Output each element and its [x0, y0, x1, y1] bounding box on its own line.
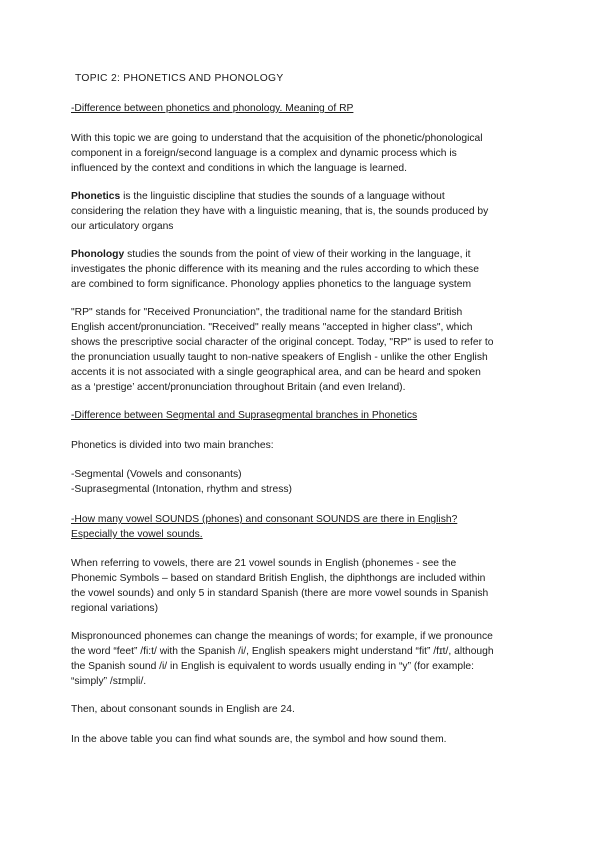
- text-line: our articulatory organs: [71, 221, 174, 232]
- text-line: “simply” /sɪmpli/.: [71, 676, 147, 687]
- branches-list: [71, 467, 531, 497]
- text-line: investigates the phonic difference with its meaning and the rules according to which these: [71, 264, 479, 275]
- text-line: "RP" stands for "Received Pronunciation", the traditional name for the standard British: [71, 307, 463, 318]
- phonetics-term: Phonetics: [71, 191, 121, 202]
- intro-paragraph: [71, 131, 531, 176]
- text-line: component in a foreign/second language is a complex and dynamic process which is: [71, 148, 457, 159]
- mispronounced-paragraph: [71, 629, 531, 689]
- text-line: regional variations): [71, 603, 158, 614]
- text-line: are combined to form significance. Phonology applies phonetics to the language system: [71, 279, 472, 290]
- text-line: With this topic we are going to understand that the acquisition of the phonetic/phonological: [71, 133, 483, 144]
- text-line: accents it is not associated with a single geographical area, and can be heard and spoken: [71, 367, 481, 378]
- text-line: shows the prescriptive social character of the original concept. Today, "RP" is used to refer to: [71, 337, 494, 348]
- text-line: Especially the vowel sounds.: [71, 529, 203, 540]
- page-title: TOPIC 2: PHONETICS AND PHONOLOGY: [75, 73, 284, 84]
- text-span: studies the sounds from the point of view of their working in the language, it: [124, 249, 471, 260]
- section-heading-phonetics-phonology: -Difference between phonetics and phonology. Meaning of RP: [71, 103, 354, 114]
- branches-intro: Phonetics is divided into two main branches:: [71, 440, 274, 451]
- rp-paragraph: [71, 305, 531, 395]
- phonology-paragraph: [71, 247, 531, 292]
- vowels-paragraph: [71, 556, 531, 616]
- text-line: the vowel sounds) and only 5 in standard Spanish (there are more vowel sounds in Spanish: [71, 588, 489, 599]
- text-line: [71, 247, 531, 262]
- text-line: as a ‘prestige’ accent/pronunciation throughout Britain (and even Ireland).: [71, 382, 406, 393]
- text-span: is the linguistic discipline that studies the sounds of a language without: [120, 191, 445, 202]
- text-line: the Spanish sound /i/ in English is equivalent to words usually ending in “y” (for example:: [71, 661, 474, 672]
- text-line: -How many vowel SOUNDS (phones) and consonant SOUNDS are there in English?: [71, 514, 458, 525]
- table-note-paragraph: In the above table you can find what sounds are, the symbol and how sound them.: [71, 734, 447, 745]
- consonants-paragraph: Then, about consonant sounds in English are 24.: [71, 704, 295, 715]
- text-line: influenced by the context and conditions in which the language is learned.: [71, 163, 408, 174]
- text-line: When referring to vowels, there are 21 vowel sounds in English (phonemes - see the: [71, 558, 457, 569]
- text-line: English accent/pronunciation. "Received" really means "accepted in higher class", which: [71, 322, 473, 333]
- text-line: the pronunciation usually taught to non-native speakers of English - unlike the other English: [71, 352, 488, 363]
- phonetics-paragraph: [71, 189, 531, 234]
- list-item: -Suprasegmental (Intonation, rhythm and stress): [71, 484, 292, 495]
- text-line: considering the relation they have with a linguistic meaning, that is, the sounds produced by: [71, 206, 489, 217]
- text-line: Mispronounced phonemes can change the meanings of words; for example, if we pronounce: [71, 631, 493, 642]
- section-heading-vowel-sounds: [71, 512, 457, 542]
- phonology-term: Phonology: [71, 249, 125, 260]
- text-line: [71, 189, 531, 204]
- text-line: Phonemic Symbols – based on standard British English, the diphthongs are included within: [71, 573, 486, 584]
- section-heading-branches: -Difference between Segmental and Suprasegmental branches in Phonetics: [71, 410, 418, 421]
- text-line: the word “feet” /fi:t/ with the Spanish /i/, English speakers might understand “fit” /fɪt/, although: [71, 646, 494, 657]
- list-item: -Segmental (Vowels and consonants): [71, 469, 242, 480]
